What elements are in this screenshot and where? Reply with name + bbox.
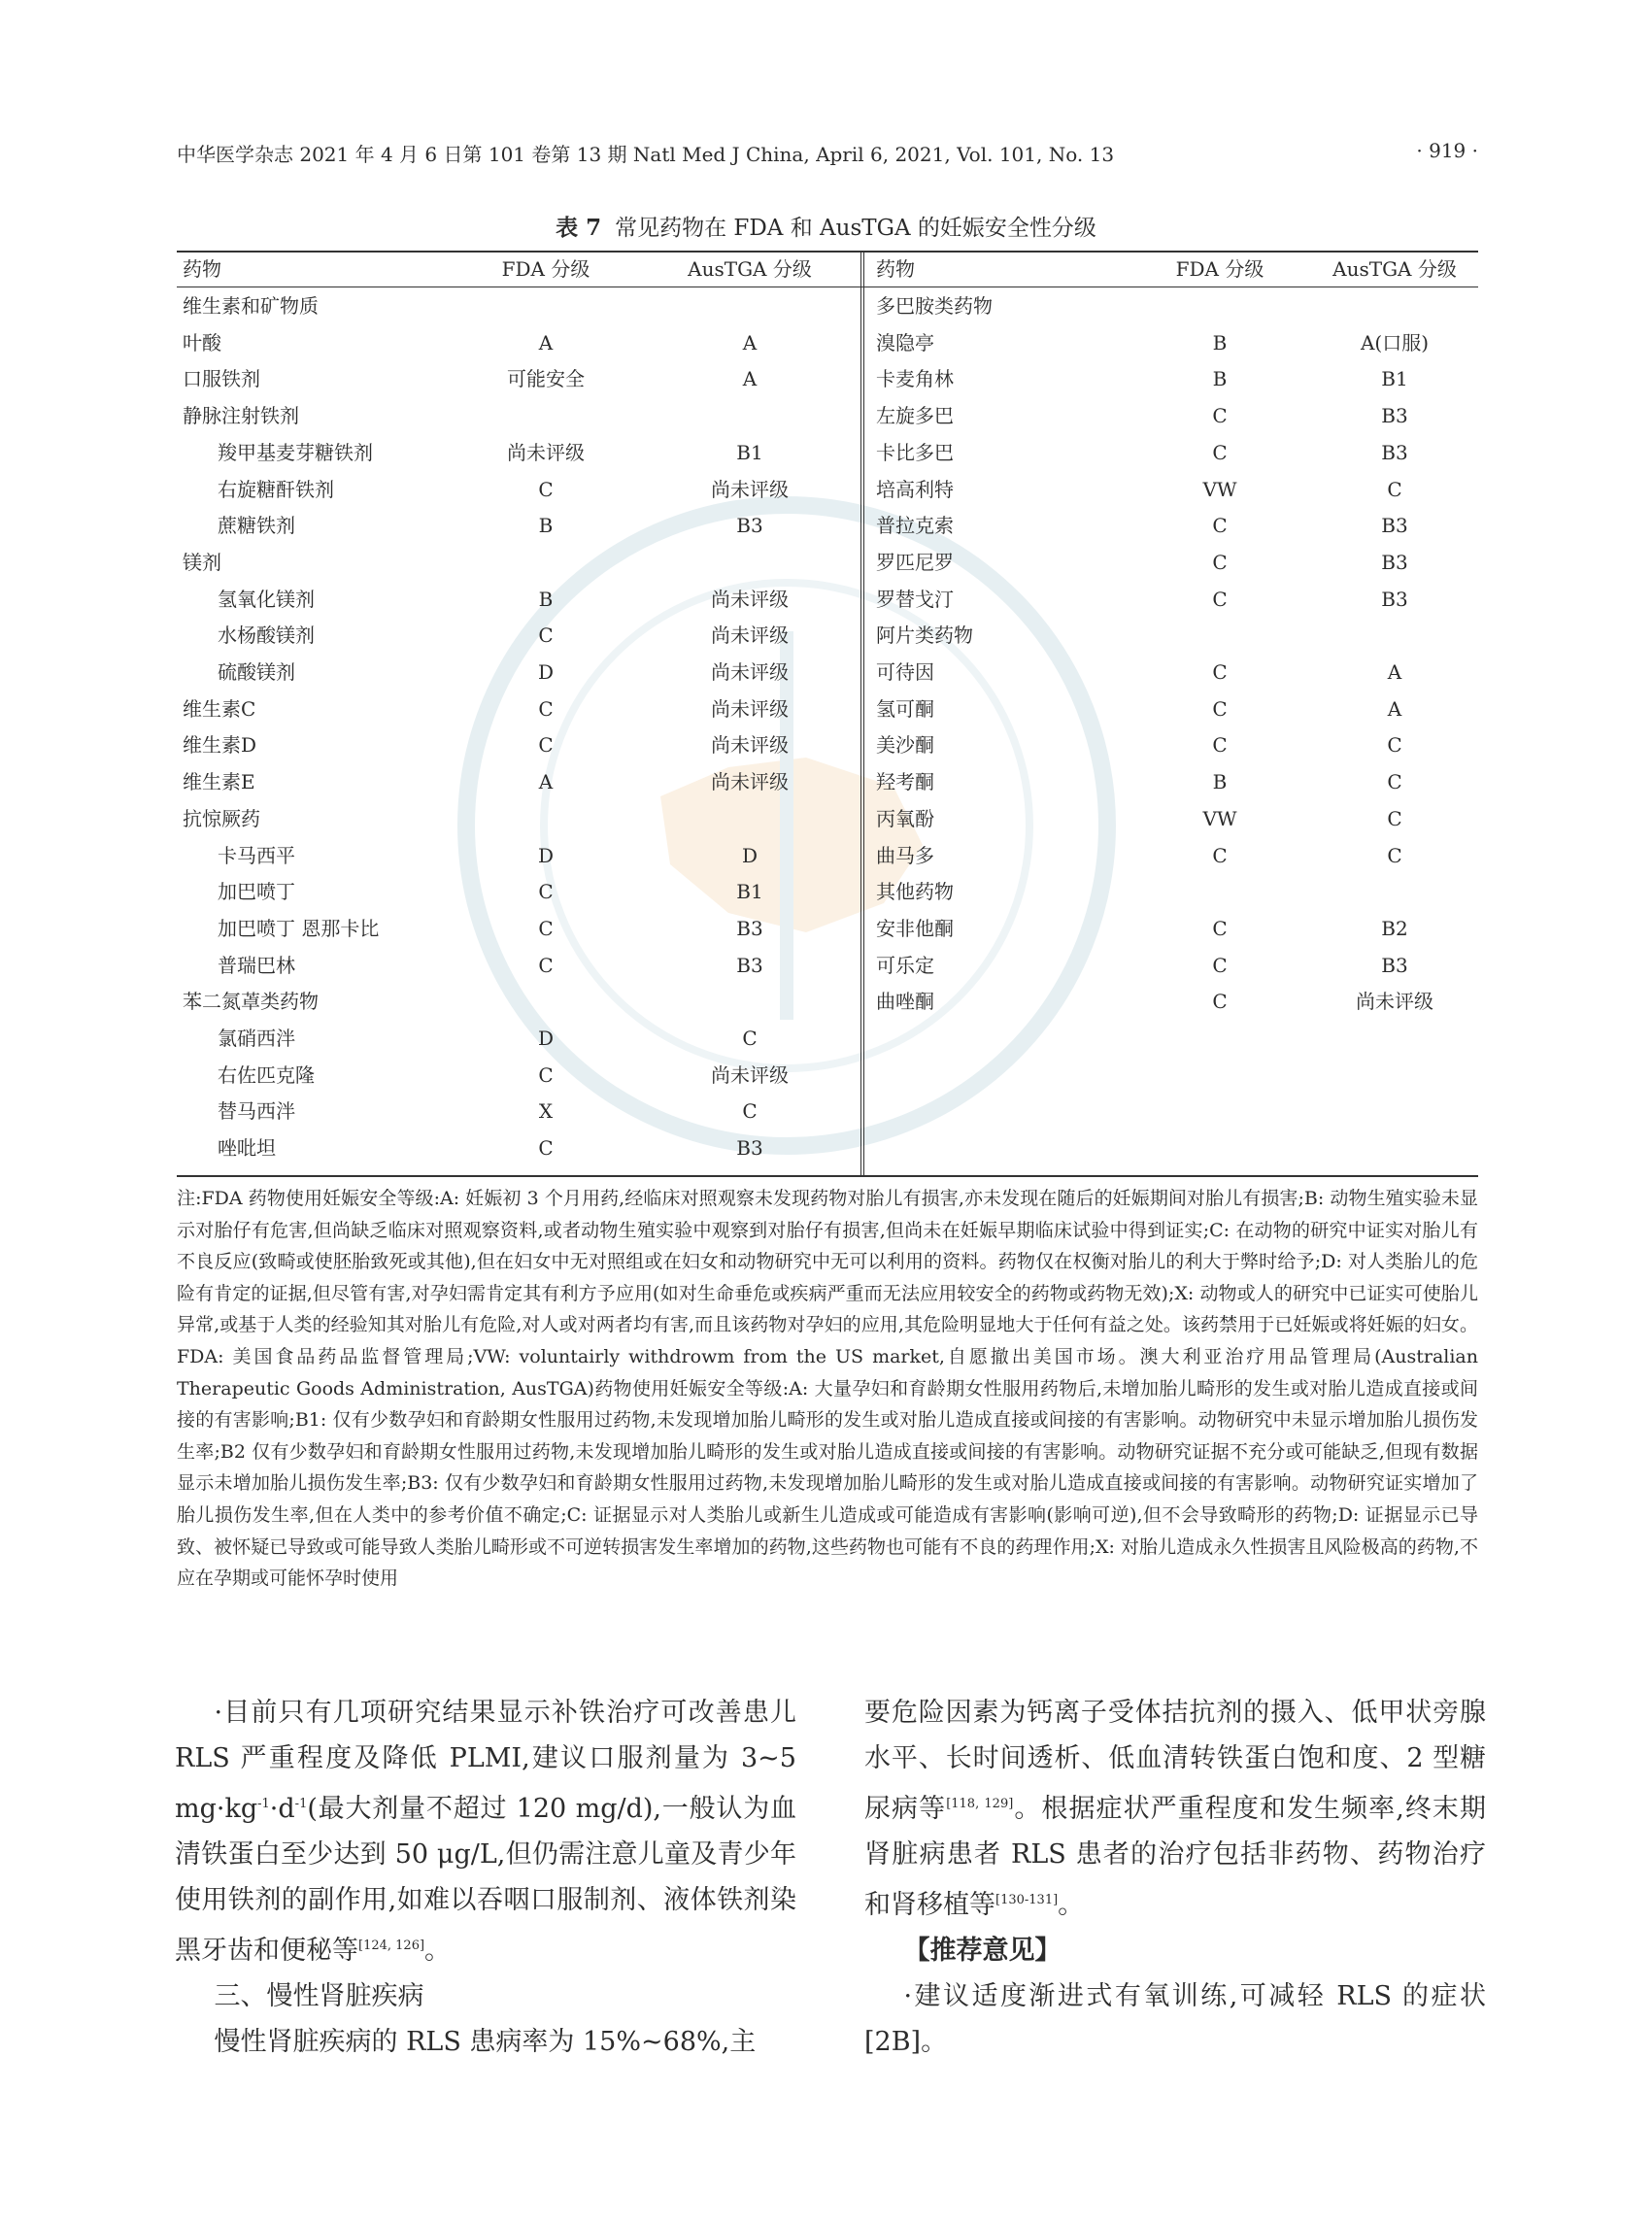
table-row — [870, 873, 1478, 910]
table-row — [177, 1020, 857, 1057]
citation: [124, 126] — [358, 1938, 425, 1953]
table-row — [870, 287, 1478, 324]
fda-grade-cell: C — [1212, 696, 1228, 721]
drug-name-cell: 加巴喷丁 恩那卡比 — [218, 916, 380, 940]
drug-name-cell: 曲马多 — [876, 843, 934, 867]
table-row — [870, 360, 1478, 397]
austga-grade-cell: D — [741, 843, 759, 867]
drug-name-cell: 氯硝西泮 — [218, 1027, 295, 1050]
recommendation-heading: 【推荐意见】 — [903, 1936, 1062, 1966]
drug-name-cell: 可乐定 — [876, 953, 934, 977]
austga-grade-cell: B3 — [736, 1136, 763, 1161]
drug-name-cell: 右旋糖酐铁剂 — [218, 477, 334, 501]
drug-name-cell: 安非他酮 — [876, 916, 954, 940]
fda-grade-cell: C — [1212, 733, 1228, 758]
fda-grade-cell: C — [538, 624, 554, 648]
fda-grade-cell: C — [538, 477, 554, 501]
table-row — [177, 287, 857, 324]
fda-grade-cell: C — [538, 1136, 554, 1161]
austga-grade-cell: 尚未评级 — [711, 477, 789, 501]
austga-grade-cell: B3 — [736, 953, 763, 977]
table-row — [177, 324, 857, 361]
austga-grade-cell: B1 — [1381, 367, 1408, 391]
austga-grade-cell: B1 — [736, 880, 763, 904]
drug-name-cell: 丙氧酚 — [876, 806, 934, 830]
table-row — [870, 471, 1478, 508]
superscript: -1 — [294, 1797, 308, 1811]
drug-name-cell: 维生素和矿物质 — [183, 294, 319, 318]
table-row — [870, 910, 1478, 947]
austga-grade-cell: B3 — [1381, 550, 1408, 574]
drug-name-cell: 镁剂 — [183, 550, 221, 574]
fda-grade-cell: C — [538, 953, 554, 977]
table-row — [177, 617, 857, 654]
drug-name-cell: 替马西泮 — [218, 1099, 295, 1124]
drug-name-cell: 罗替戈汀 — [876, 587, 954, 611]
table-row — [870, 763, 1478, 800]
text-run: ·d — [269, 1794, 295, 1824]
fda-grade-cell: D — [537, 660, 555, 684]
table-row — [177, 800, 857, 837]
header-fda: FDA 分级 — [1175, 257, 1264, 281]
fda-grade-cell: C — [1212, 514, 1228, 538]
austga-grade-cell: C — [1387, 733, 1402, 758]
fda-grade-cell: C — [1212, 587, 1228, 611]
table-row — [177, 1129, 857, 1166]
table-row — [870, 617, 1478, 654]
fda-grade-cell: C — [538, 916, 554, 940]
table-header-row — [177, 251, 857, 287]
austga-grade-cell: B2 — [1381, 916, 1408, 940]
austga-grade-cell: 尚未评级 — [711, 770, 789, 794]
table-row — [177, 397, 857, 434]
text-run: 。 — [424, 1936, 452, 1966]
austga-grade-cell: B1 — [736, 440, 763, 464]
fda-grade-cell: 可能安全 — [507, 367, 585, 391]
drug-name-cell: 左旋多巴 — [876, 404, 954, 428]
table-row — [177, 360, 857, 397]
fda-grade-cell: C — [1212, 660, 1228, 684]
fda-grade-cell: VW — [1202, 477, 1237, 501]
austga-grade-cell: B3 — [736, 916, 763, 940]
drug-name-cell: 溴隐亭 — [876, 330, 934, 354]
drug-name-cell: 抗惊厥药 — [183, 806, 260, 830]
fda-grade-cell: B — [538, 587, 554, 611]
drug-name-cell: 氢氧化镁剂 — [218, 587, 315, 611]
table-row — [177, 947, 857, 984]
fda-grade-cell: C — [1212, 953, 1228, 977]
drug-name-cell: 蔗糖铁剂 — [218, 514, 295, 538]
austga-grade-cell: 尚未评级 — [711, 1062, 789, 1087]
table-row — [177, 1057, 857, 1094]
text-run: 。 — [1058, 1890, 1085, 1920]
table-row — [870, 947, 1478, 984]
fda-grade-cell: A — [538, 330, 554, 354]
austga-grade-cell: C — [742, 1099, 758, 1124]
fda-grade-cell: D — [537, 1027, 555, 1050]
table-header-row — [870, 251, 1478, 287]
austga-grade-cell: 尚未评级 — [711, 660, 789, 684]
table-footnote: 注:FDA 药物使用妊娠安全等级:A: 妊娠初 3 个月用药,经临床对照观察未发现药物对胎儿有损害,亦未发现在随后的妊娠期间对胎儿有损害;B: 动物生殖实验未显示对胎仔有危害,但尚缺乏临床对照观察资料,或者动物生殖实验中观察到对胎仔有损害,但尚未在妊娠早期临床试验中得到证实;C: 在动物的研究中证实对胎儿有不良反应(致畸或使胚胎致死或其他),但在妇女中无对照组或在妇女和动物研究中无可以利用的资料。药物仅在权衡对胎儿的利大于弊时给予;D: 对人类胎儿的危险有肯定的证据,但尽管有害,对孕妇需肯定其有利方予应用(如对生命垂危或疾病严重而无法应用较安全的药物或药物无效);X: 动物或人的研究中已证实可使胎儿异常,或基于人类的经验知其对胎儿有危险,对人或对两者均有害,而且该药物对孕妇的应用,其危险明显地大于任何有益之处。该药禁用于已妊娠或将妊娠的妇女。FDA: 美国食品药品监督管理局;VW: voluntairly withdrowm from the US market,自愿撤出美国市场。澳大利亚治疗用品管理局(Australian Therapeutic Goods Administration, AusTGA)药物使用妊娠安全等级:A: 大量孕妇和育龄期女性服用药物后,未增加胎儿畸形的发生或对胎儿造成直接或间接的有害影响;B1: 仅有少数孕妇和育龄期女性服用过药物,未发现增加胎儿畸形的发生或对胎儿造成直接或间接的有害影响。动物研究中未显示增加胎儿损伤发生率;B2 仅有少数孕妇和育龄期女性服用过药物,未发现增加胎儿畸形的发生或对胎儿造成直接或间接的有害影响。动物研究证据不充分或可能缺乏,但现有数据显示未增加胎儿损伤发生率;B3: 仅有少数孕妇和育龄期女性服用过药物,未发现增加胎儿畸形的发生或对胎儿造成直接或间接的有害影响。动物研究证实增加了胎儿损伤发生率,但在人类中的参考价值不确定;C: 证据显示对人类胎儿或新生儿造成或可能造成有害影响(影响可逆),但不会导致畸形的药物;D: 证据显示已导致、被怀疑已导致或可能导致人类胎儿畸形或不可逆转损害发生率增加的药物,这些药物也可能有不良的药理作用;X: 对胎儿造成永久性损害且风险极高的药物,不应在孕期或可能怀孕时使用 — [177, 1188, 1478, 1590]
fda-grade-cell: C — [538, 1062, 554, 1087]
table-row — [177, 471, 857, 508]
drug-name-cell: 其他药物 — [876, 880, 954, 904]
table-row — [870, 544, 1478, 581]
fda-grade-cell: A — [538, 770, 554, 794]
header-fda: FDA 分级 — [501, 257, 590, 281]
running-header — [177, 139, 1478, 167]
paragraph-iron-therapy — [175, 1690, 796, 1973]
austga-grade-cell: B3 — [1381, 404, 1408, 428]
text-run: (最大剂量不超过 120 mg/d),一般认为血清铁蛋白至少达到 50 μg/L,但仍需注意儿童及青少年使用铁剂的副作用,如难以吞咽口服制剂、液体铁剂染黑牙齿和便秘等 — [175, 1794, 796, 1966]
drug-name-cell: 叶酸 — [183, 330, 221, 354]
austga-grade-cell: A — [742, 367, 758, 391]
table-row — [870, 507, 1478, 544]
drug-name-cell: 苯二氮䓬类药物 — [183, 990, 319, 1014]
table-row — [870, 726, 1478, 763]
body-left-column — [175, 1690, 796, 2065]
table-row — [870, 397, 1478, 434]
austga-grade-cell: B3 — [1381, 587, 1408, 611]
text-run: ·目前只有几项研究结果显示补铁治疗可改善患儿 RLS 严重程度及降低 PLMI,建议口服剂量为 3~5 mg·kg — [175, 1698, 796, 1824]
table-row — [177, 726, 857, 763]
drug-name-cell: 曲唑酮 — [876, 990, 934, 1014]
drug-name-cell: 罗匹尼罗 — [876, 550, 954, 574]
table-column-divider — [860, 251, 864, 1175]
table-row — [177, 873, 857, 910]
table-row — [177, 691, 857, 727]
austga-grade-cell: 尚未评级 — [711, 696, 789, 721]
austga-grade-cell: C — [1387, 477, 1402, 501]
fda-grade-cell: C — [1212, 990, 1228, 1014]
table-row — [177, 837, 857, 874]
austga-grade-cell: 尚未评级 — [1356, 990, 1433, 1014]
table-row — [870, 581, 1478, 618]
table-row — [870, 434, 1478, 471]
fda-grade-cell: C — [1212, 843, 1228, 867]
text-run: 。根据症状严重程度和发生频率,终末期肾脏病患者 RLS 患者的治疗包括非药物、药物治疗和肾移植等 — [864, 1794, 1486, 1920]
drug-name-cell: 培高利特 — [876, 477, 954, 501]
fda-grade-cell: C — [538, 733, 554, 758]
austga-grade-cell: C — [742, 1027, 758, 1050]
drug-name-cell: 羧甲基麦芽糖铁剂 — [218, 440, 373, 464]
drug-name-cell: 右佐匹克隆 — [218, 1062, 315, 1087]
table-row — [870, 800, 1478, 837]
table-row — [177, 434, 857, 471]
citation: [130-131] — [995, 1893, 1059, 1907]
table-row — [177, 763, 857, 800]
fda-grade-cell: C — [538, 880, 554, 904]
journal-info: 中华医学杂志 2021 年 4 月 6 日第 101 卷第 13 期 Natl Med J China, April 6, 2021, Vol. 101, No. 13 — [177, 143, 1115, 166]
paragraph-ckd-continued — [864, 1690, 1486, 1928]
fda-grade-cell: D — [537, 843, 555, 867]
fda-grade-cell: B — [538, 514, 554, 538]
austga-grade-cell: C — [1387, 843, 1402, 867]
table-row — [177, 654, 857, 691]
drug-name-cell: 硫酸镁剂 — [218, 660, 295, 684]
table-row — [177, 983, 857, 1020]
table-row — [870, 654, 1478, 691]
austga-grade-cell: B3 — [1381, 953, 1408, 977]
drug-name-cell: 静脉注射铁剂 — [183, 404, 299, 428]
fda-grade-cell: C — [1212, 916, 1228, 940]
table-row — [870, 983, 1478, 1020]
table-row — [177, 581, 857, 618]
austga-grade-cell: C — [1387, 770, 1402, 794]
drug-name-cell: 加巴喷丁 — [218, 880, 295, 904]
drug-name-cell: 维生素D — [183, 733, 257, 758]
fda-grade-cell: C — [1212, 404, 1228, 428]
austga-grade-cell: C — [1387, 806, 1402, 830]
page-number: · 919 · — [1416, 139, 1478, 162]
table-row — [870, 691, 1478, 727]
austga-grade-cell: A(口服) — [1360, 330, 1430, 354]
austga-grade-cell: B3 — [1381, 514, 1408, 538]
fda-grade-cell: VW — [1202, 806, 1237, 830]
header-drug: 药物 — [183, 257, 221, 281]
drug-name-cell: 口服铁剂 — [183, 367, 260, 391]
header-austga: AusTGA 分级 — [1332, 257, 1457, 281]
drug-name-cell: 唑吡坦 — [218, 1136, 276, 1161]
austga-grade-cell: B3 — [1381, 440, 1408, 464]
table-row — [870, 324, 1478, 361]
austga-grade-cell: B3 — [736, 514, 763, 538]
table-bottom-rule — [177, 1175, 1478, 1177]
table-row — [177, 1093, 857, 1129]
superscript: -1 — [257, 1797, 270, 1811]
recommendation-text: ·建议适度渐进式有氧训练,可减轻 RLS 的症状[2B]。 — [864, 1981, 1486, 2057]
drug-name-cell: 氢可酮 — [876, 696, 934, 721]
table-caption: 常见药物在 FDA 和 AusTGA 的妊娠安全性分级 — [615, 216, 1096, 241]
austga-grade-cell: 尚未评级 — [711, 624, 789, 648]
drug-name-cell: 美沙酮 — [876, 733, 934, 758]
text-run: 要危险因素为钙离子受体拮抗剂的摄入、低甲状旁腺水平、长时间透析、低血清转铁蛋白饱和度、2 型糖尿病等 — [864, 1698, 1486, 1824]
fda-grade-cell: B — [1212, 367, 1228, 391]
austga-grade-cell: A — [1387, 696, 1402, 721]
drug-name-cell: 卡麦角林 — [876, 367, 954, 391]
drug-name-cell: 羟考酮 — [876, 770, 934, 794]
header-drug: 药物 — [876, 257, 915, 281]
table-label: 表 7 — [556, 215, 602, 241]
body-right-column — [864, 1690, 1486, 2065]
fda-grade-cell: C — [538, 696, 554, 721]
fda-grade-cell: X — [538, 1099, 554, 1124]
austga-grade-cell: 尚未评级 — [711, 733, 789, 758]
fda-grade-cell: C — [1212, 550, 1228, 574]
drug-name-cell: 卡比多巴 — [876, 440, 954, 464]
drug-name-cell: 水杨酸镁剂 — [218, 624, 315, 648]
drug-name-cell: 维生素E — [183, 770, 255, 794]
austga-grade-cell: 尚未评级 — [711, 587, 789, 611]
fda-grade-cell: B — [1212, 770, 1228, 794]
table-title — [0, 210, 1652, 242]
table-row — [177, 507, 857, 544]
section-heading: 三、慢性肾脏疾病 — [214, 1981, 424, 2011]
drug-name-cell: 普瑞巴林 — [218, 953, 295, 977]
drug-name-cell: 卡马西平 — [218, 843, 295, 867]
table-row — [870, 837, 1478, 874]
fda-grade-cell: C — [1212, 440, 1228, 464]
austga-grade-cell: A — [742, 330, 758, 354]
austga-grade-cell: A — [1387, 660, 1402, 684]
drug-name-cell: 多巴胺类药物 — [876, 294, 993, 318]
table-row — [177, 544, 857, 581]
fda-grade-cell: 尚未评级 — [507, 440, 585, 464]
drug-name-cell: 维生素C — [183, 696, 256, 721]
header-austga: AusTGA 分级 — [688, 257, 812, 281]
drug-name-cell: 阿片类药物 — [876, 624, 973, 648]
drug-name-cell: 普拉克索 — [876, 514, 954, 538]
table-row — [177, 910, 857, 947]
citation: [118, 129] — [946, 1797, 1014, 1811]
fda-grade-cell: B — [1212, 330, 1228, 354]
drug-name-cell: 可待因 — [876, 660, 934, 684]
paragraph-ckd: 慢性肾脏疾病的 RLS 患病率为 15%~68%,主 — [214, 2027, 757, 2057]
